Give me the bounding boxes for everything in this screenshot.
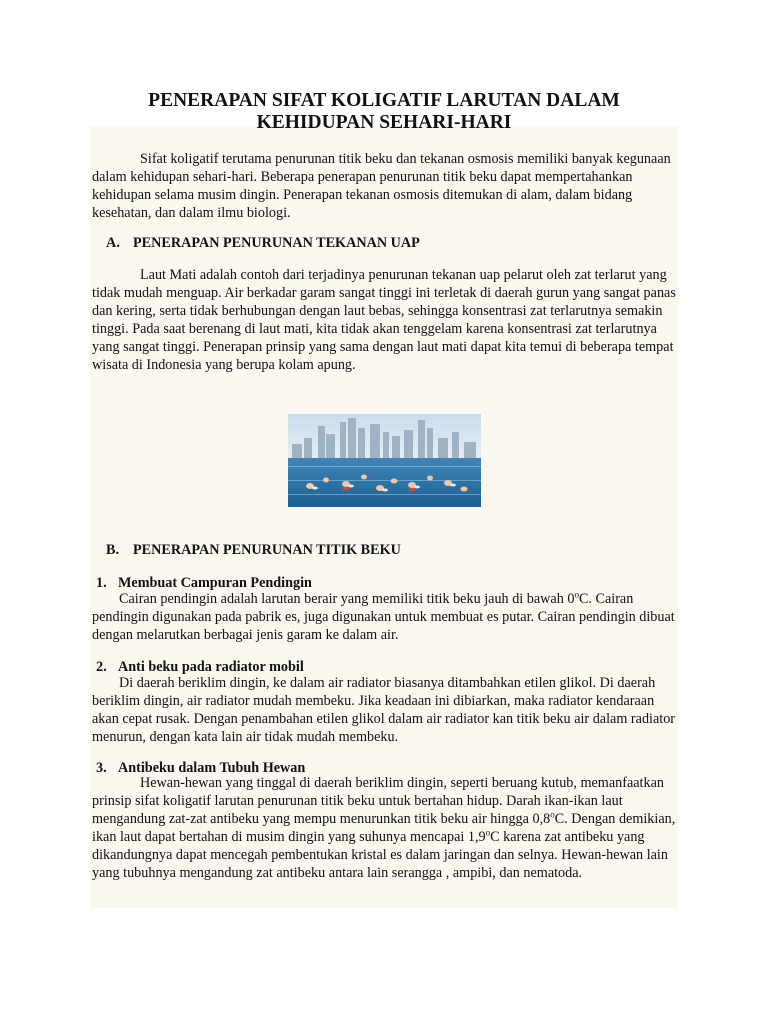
page-title [80,90,688,134]
item-1-text-a: Cairan pendingin adalah larutan berair yang memiliki titik beku jauh di bawah 0 [119,591,575,607]
section-b-letter: B. [106,542,120,558]
item-1-paragraph [92,590,682,644]
degree-superscript: o [574,589,579,600]
degree-superscript: o [485,827,491,838]
intro-paragraph: Sifat koligatif terutama penurunan titik beku dan tekanan osmosis memiliki banyak kegunaan dalam kehidupan sehari-hari. Beberapa penerapan penurunan titik beku dapat mempertahankan kehidupan selama musim dingin. Penerapan tekanan osmosis ditemukan di alam, dalam bidang kesehatan, dan dalam ilmu biologi. [92,151,671,221]
item-3-number: 3. [96,760,107,776]
item-3-text-b: C. Dengan demikian, ikan laut dapat bertahan di musim dingin yang suhunya mencapai 1,9 [92,811,676,845]
section-b-title: PENERAPAN PENURUNAN TITIK BEKU [133,542,401,558]
section-a-paragraph: Laut Mati adalah contoh dari terjadinya penurunan tekanan uap pelarut oleh zat terlarut yang tidak mudah menguap. Air berkadar garam sangat tinggi ini terletak di daerah gurun yang sangat panas dan kering, serta tidak berhubungan dengan laut bebas, sehingga konsentrasi zat terlarutnya semakin tinggi. Pada saat berenang di laut mati, kita tidak akan tenggelam karena konsentrasi zat terlarutnya yang sangat tinggi. Penerapan prinsip yang sama dengan laut mati dapat kita temui di beberapa tempat wisata di Indonesia yang berupa kolam apung. [92,267,676,373]
degree-superscript: o [550,809,555,820]
item-1-text-b: C. Cairan pendingin digunakan pada pabrik es, juga digunakan untuk membuat es putar. Cairan pendingin dibuat dengan melarutkan berbagai jenis garam ke dalam air. [92,591,675,643]
item-3-title: Antibeku dalam Tubuh Hewan [118,760,306,776]
item-3-text-a: Hewan-hewan yang tinggal di daerah beriklim dingin, seperti beruang kutub, memanfaatkan prinsip sifat koligatif larutan penurunan titik beku untuk bertahan hidup. Darah ikan-ikan laut mengandung zat-zat antibeku yang mempu menurunkan titik beku air hingga 0,8 [92,775,664,827]
title-line-1: PENERAPAN SIFAT KOLIGATIF LARUTAN DALAM [148,90,620,111]
title-line-2: KEHIDUPAN SEHARI-HARI [256,112,512,133]
item-1-title: Membuat Campuran Pendingin [118,575,312,591]
item-1-number: 1. [96,575,107,591]
section-a-title: PENERAPAN PENURUNAN TEKANAN UAP [133,235,420,251]
item-2-paragraph: Di daerah beriklim dingin, ke dalam air radiator biasanya ditambahkan etilen glikol. Di daerah beriklim dingin, air radiator mudah membeku. Jika keadaan ini dibiarkan, maka radiator kendaraan akan cepat rusak. Dengan penambahan etilen glikol dalam air radiator kan titik beku air dalam radiator menurun, dengan kata lain air tidak mudah membeku. [92,675,676,745]
item-2-number: 2. [96,659,107,675]
item-2-title: Anti beku pada radiator mobil [118,659,304,675]
section-b-heading [106,541,401,559]
dead-sea-swimmers-image [288,414,481,507]
section-a-letter: A. [106,235,120,251]
item-3-paragraph [92,774,682,882]
section-a-heading [106,234,420,252]
item-3-text-c: C karena zat antibeku yang dikandungnya dapat mencegah pembentukan kristal es dalam jaringan dan selnya. Hewan-hewan lain yang tubuhnya mengandung zat antibeku antara lain serangga , ampibi, dan nematoda. [92,829,668,881]
